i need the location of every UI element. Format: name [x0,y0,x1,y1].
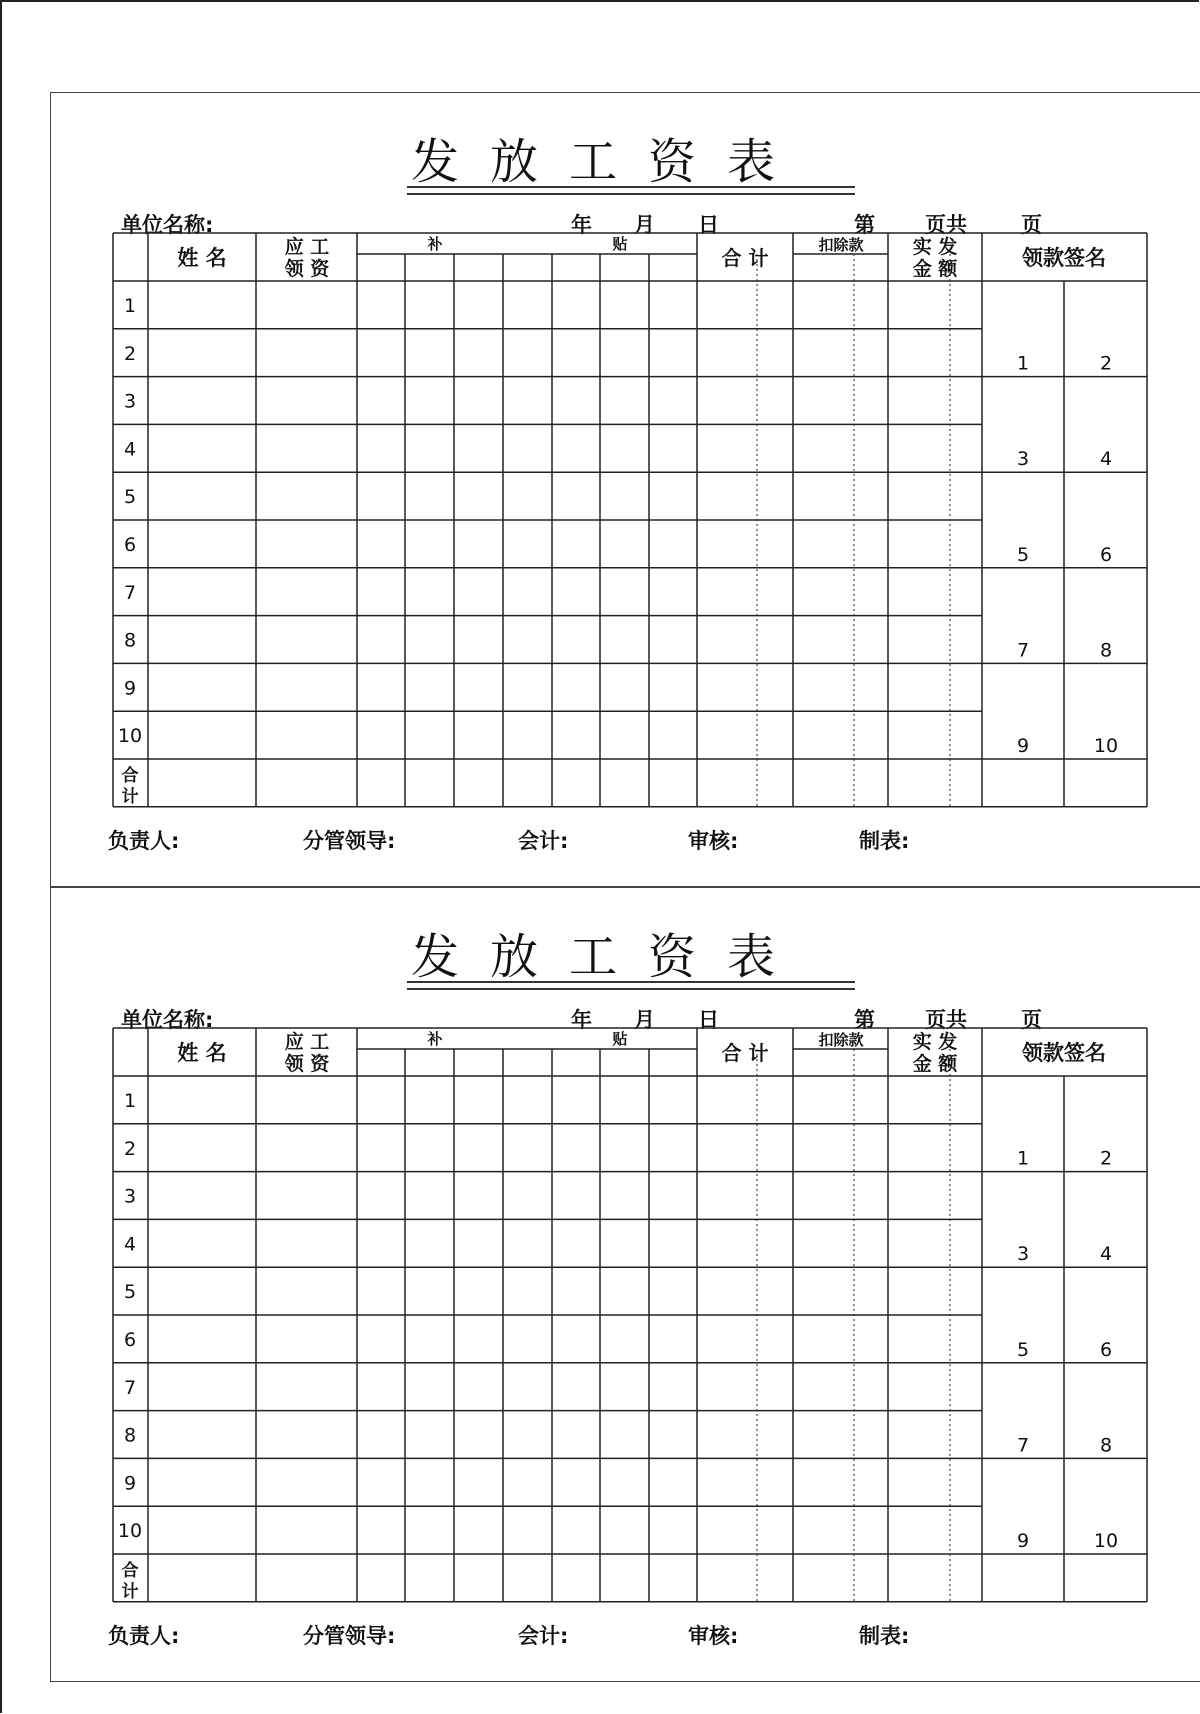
signature-number: 4 [1099,1243,1113,1266]
footer-responsible: 负责人: [108,1624,180,1648]
day-label: 日 [698,213,719,237]
signature-number: 2 [1099,352,1113,375]
row-number: 10 [117,1520,143,1543]
footer-responsible: 负责人: [108,829,180,853]
footer-supervisor: 分管领导: [303,1624,396,1648]
column-total-header: 合 计 [721,246,769,270]
year-label: 年 [571,1008,592,1032]
column-actual-header-top: 实 发 [912,1031,958,1053]
footer-auditor: 审核: [688,1624,739,1648]
total-row-label-top: 合 [121,1560,139,1581]
page-number-label: 第 [854,213,875,237]
signature-number: 10 [1093,735,1119,757]
row-number: 6 [123,534,137,556]
signature-number: 7 [1016,1434,1030,1457]
row-number: 5 [123,1281,137,1304]
column-name-header: 姓 名 [177,1041,227,1065]
row-number: 5 [123,486,137,509]
column-actual-header-bottom: 金 额 [912,1053,958,1075]
column-actual-header-bottom: 金 额 [912,258,958,280]
column-subsidy-right: 贴 [612,1030,628,1048]
page-number-label: 第 [854,1008,875,1032]
signature-number: 2 [1099,1147,1113,1170]
row-number: 8 [123,629,137,652]
column-total-header: 合 计 [721,1041,769,1065]
page-total-label: 页共 [925,213,967,237]
row-number: 10 [117,725,143,748]
footer-preparer: 制表: [859,829,910,853]
signature-number: 9 [1016,735,1030,757]
page-suffix-label: 页 [1021,1008,1042,1032]
page-total-label: 页共 [925,1008,967,1032]
signature-number: 5 [1016,1338,1030,1361]
footer-accountant: 会计: [518,829,569,853]
signature-number: 1 [1016,1147,1030,1170]
form-title: 发放工资表 [411,929,807,985]
footer-accountant: 会计: [518,1624,569,1648]
row-number: 1 [123,1090,137,1112]
column-wage-header-top: 应 工 [284,236,330,258]
payroll-grid [51,93,1200,888]
month-label: 月 [634,1008,655,1032]
column-subsidy-left: 补 [427,235,443,253]
signature-number: 9 [1016,1530,1030,1552]
signature-number: 6 [1099,543,1113,566]
page-suffix-label: 页 [1021,213,1042,237]
unit-name-label: 单位名称: [121,213,214,237]
signature-number: 6 [1099,1338,1113,1361]
unit-name-label: 单位名称: [121,1008,214,1032]
column-wage-header-bottom: 领 资 [284,1053,330,1075]
footer-preparer: 制表: [859,1624,910,1648]
signature-number: 8 [1099,639,1113,662]
total-row-label-top: 合 [121,765,139,786]
row-number: 8 [123,1424,137,1447]
signature-number: 8 [1099,1434,1113,1457]
column-deduction-header: 扣除款 [818,236,864,254]
row-number: 3 [123,1185,137,1208]
total-row-label-bottom: 计 [121,1581,139,1602]
column-subsidy-right: 贴 [612,235,628,253]
signature-number: 10 [1093,1530,1119,1552]
row-number: 3 [123,390,137,413]
column-signature-header: 领款签名 [1022,246,1106,270]
footer-supervisor: 分管领导: [303,829,396,853]
footer-auditor: 审核: [688,829,739,853]
column-wage-header-bottom: 领 资 [284,258,330,280]
row-number: 2 [123,342,137,365]
row-number: 7 [123,581,137,604]
total-row-label-bottom: 计 [121,786,139,807]
form-title: 发放工资表 [411,134,807,190]
payroll-grid [51,888,1200,1683]
signature-number: 3 [1016,1243,1030,1266]
signature-number: 5 [1016,543,1030,566]
payroll-form [50,92,1200,887]
year-label: 年 [571,213,592,237]
row-number: 7 [123,1376,137,1399]
row-number: 2 [123,1137,137,1160]
signature-number: 3 [1016,448,1030,471]
column-deduction-header: 扣除款 [818,1031,864,1049]
month-label: 月 [634,213,655,237]
row-number: 4 [123,1233,137,1256]
column-actual-header-top: 实 发 [912,236,958,258]
signature-number: 4 [1099,448,1113,471]
column-wage-header-top: 应 工 [284,1031,330,1053]
signature-number: 7 [1016,639,1030,662]
row-number: 6 [123,1329,137,1351]
row-number: 9 [123,1472,137,1495]
payroll-form [50,887,1200,1682]
column-signature-header: 领款签名 [1022,1041,1106,1065]
column-subsidy-left: 补 [427,1030,443,1048]
column-name-header: 姓 名 [177,246,227,270]
signature-number: 1 [1016,352,1030,375]
row-number: 1 [123,295,137,317]
day-label: 日 [698,1008,719,1032]
row-number: 4 [123,438,137,461]
row-number: 9 [123,677,137,700]
